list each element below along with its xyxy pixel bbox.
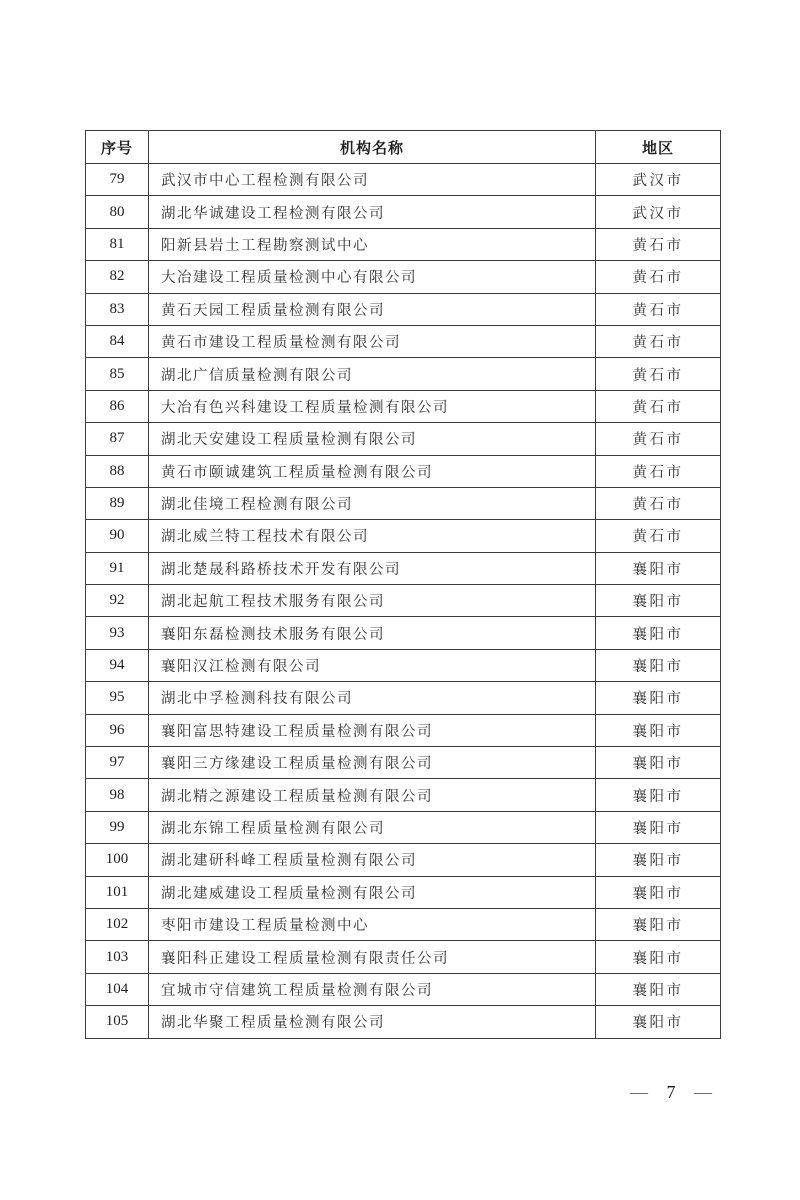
- cell-institution-name: 黄石市建设工程质量检测有限公司: [149, 325, 596, 357]
- cell-serial-number: 89: [86, 487, 149, 519]
- table-row: [86, 1006, 721, 1038]
- cell-serial-number: 100: [86, 844, 149, 876]
- cell-serial-number: 80: [86, 196, 149, 228]
- table-row: [86, 908, 721, 940]
- cell-serial-number: 102: [86, 908, 149, 940]
- cell-region: 武汉市: [596, 196, 721, 228]
- cell-serial-number: 101: [86, 876, 149, 908]
- cell-institution-name: 湖北中孚检测科技有限公司: [149, 682, 596, 714]
- cell-serial-number: 91: [86, 552, 149, 584]
- cell-region: 襄阳市: [596, 811, 721, 843]
- table-row: [86, 844, 721, 876]
- cell-region: 黄石市: [596, 293, 721, 325]
- cell-region: 襄阳市: [596, 649, 721, 681]
- cell-serial-number: 97: [86, 747, 149, 779]
- cell-institution-name: 阳新县岩土工程勘察测试中心: [149, 228, 596, 260]
- cell-region: 襄阳市: [596, 941, 721, 973]
- footer-right-dash: —: [694, 1082, 714, 1102]
- page-footer: [624, 1082, 720, 1103]
- header-serial-number: 序号: [86, 131, 149, 164]
- table-row: [86, 455, 721, 487]
- table-row: [86, 811, 721, 843]
- cell-serial-number: 93: [86, 617, 149, 649]
- table-row: [86, 228, 721, 260]
- table-row: [86, 325, 721, 357]
- cell-region: 黄石市: [596, 261, 721, 293]
- table-row: [86, 261, 721, 293]
- cell-institution-name: 湖北佳境工程检测有限公司: [149, 487, 596, 519]
- cell-institution-name: 湖北天安建设工程质量检测有限公司: [149, 423, 596, 455]
- cell-institution-name: 湖北起航工程技术服务有限公司: [149, 585, 596, 617]
- cell-region: 襄阳市: [596, 973, 721, 1005]
- cell-institution-name: 湖北东锦工程质量检测有限公司: [149, 811, 596, 843]
- cell-region: 襄阳市: [596, 1006, 721, 1038]
- cell-region: 襄阳市: [596, 844, 721, 876]
- cell-serial-number: 99: [86, 811, 149, 843]
- cell-institution-name: 襄阳汉江检测有限公司: [149, 649, 596, 681]
- cell-region: 黄石市: [596, 487, 721, 519]
- table-row: [86, 164, 721, 196]
- table-row: [86, 617, 721, 649]
- cell-serial-number: 98: [86, 779, 149, 811]
- header-row: [86, 131, 721, 164]
- cell-serial-number: 103: [86, 941, 149, 973]
- table-row: [86, 293, 721, 325]
- table-body: [86, 164, 721, 1039]
- cell-region: 黄石市: [596, 390, 721, 422]
- cell-institution-name: 襄阳富思特建设工程质量检测有限公司: [149, 714, 596, 746]
- table-row: [86, 747, 721, 779]
- table-row: [86, 196, 721, 228]
- cell-serial-number: 105: [86, 1006, 149, 1038]
- cell-institution-name: 湖北精之源建设工程质量检测有限公司: [149, 779, 596, 811]
- cell-region: 黄石市: [596, 455, 721, 487]
- table-row: [86, 520, 721, 552]
- cell-institution-name: 枣阳市建设工程质量检测中心: [149, 908, 596, 940]
- cell-institution-name: 黄石市颐诚建筑工程质量检测有限公司: [149, 455, 596, 487]
- table-row: [86, 649, 721, 681]
- cell-institution-name: 襄阳东磊检测技术服务有限公司: [149, 617, 596, 649]
- cell-region: 黄石市: [596, 325, 721, 357]
- cell-serial-number: 81: [86, 228, 149, 260]
- cell-serial-number: 86: [86, 390, 149, 422]
- cell-region: 襄阳市: [596, 714, 721, 746]
- cell-region: 襄阳市: [596, 747, 721, 779]
- cell-institution-name: 湖北建研科峰工程质量检测有限公司: [149, 844, 596, 876]
- cell-institution-name: 湖北广信质量检测有限公司: [149, 358, 596, 390]
- cell-region: 武汉市: [596, 164, 721, 196]
- cell-institution-name: 宜城市守信建筑工程质量检测有限公司: [149, 973, 596, 1005]
- cell-institution-name: 武汉市中心工程检测有限公司: [149, 164, 596, 196]
- table-row: [86, 390, 721, 422]
- cell-region: 襄阳市: [596, 876, 721, 908]
- cell-institution-name: 湖北建威建设工程质量检测有限公司: [149, 876, 596, 908]
- cell-region: 黄石市: [596, 520, 721, 552]
- cell-institution-name: 黄石天园工程质量检测有限公司: [149, 293, 596, 325]
- table-header: [86, 131, 721, 164]
- cell-region: 襄阳市: [596, 908, 721, 940]
- table-row: [86, 682, 721, 714]
- table-row: [86, 358, 721, 390]
- table-row: [86, 423, 721, 455]
- cell-serial-number: 85: [86, 358, 149, 390]
- cell-serial-number: 82: [86, 261, 149, 293]
- cell-serial-number: 92: [86, 585, 149, 617]
- table-row: [86, 779, 721, 811]
- cell-region: 襄阳市: [596, 779, 721, 811]
- cell-serial-number: 88: [86, 455, 149, 487]
- cell-institution-name: 大冶建设工程质量检测中心有限公司: [149, 261, 596, 293]
- cell-region: 黄石市: [596, 228, 721, 260]
- footer-left-dash: —: [630, 1082, 650, 1102]
- cell-institution-name: 襄阳科正建设工程质量检测有限责任公司: [149, 941, 596, 973]
- cell-institution-name: 湖北华聚工程质量检测有限公司: [149, 1006, 596, 1038]
- cell-region: 黄石市: [596, 358, 721, 390]
- cell-serial-number: 83: [86, 293, 149, 325]
- table-row: [86, 941, 721, 973]
- cell-institution-name: 湖北楚晟科路桥技术开发有限公司: [149, 552, 596, 584]
- cell-serial-number: 90: [86, 520, 149, 552]
- table-row: [86, 714, 721, 746]
- cell-serial-number: 84: [86, 325, 149, 357]
- cell-serial-number: 94: [86, 649, 149, 681]
- cell-serial-number: 95: [86, 682, 149, 714]
- cell-region: 襄阳市: [596, 617, 721, 649]
- page-number: 7: [666, 1082, 678, 1102]
- table-row: [86, 973, 721, 1005]
- cell-institution-name: 襄阳三方缘建设工程质量检测有限公司: [149, 747, 596, 779]
- table-row: [86, 487, 721, 519]
- table-row: [86, 585, 721, 617]
- institution-table: [85, 130, 721, 1039]
- cell-region: 襄阳市: [596, 585, 721, 617]
- cell-serial-number: 79: [86, 164, 149, 196]
- table-row: [86, 876, 721, 908]
- table-row: [86, 552, 721, 584]
- cell-serial-number: 104: [86, 973, 149, 1005]
- header-institution-name: 机构名称: [149, 131, 596, 164]
- cell-serial-number: 87: [86, 423, 149, 455]
- cell-institution-name: 湖北华诚建设工程检测有限公司: [149, 196, 596, 228]
- cell-region: 襄阳市: [596, 552, 721, 584]
- cell-institution-name: 湖北威兰特工程技术有限公司: [149, 520, 596, 552]
- cell-region: 襄阳市: [596, 682, 721, 714]
- cell-serial-number: 96: [86, 714, 149, 746]
- cell-institution-name: 大冶有色兴科建设工程质量检测有限公司: [149, 390, 596, 422]
- header-region: 地区: [596, 131, 721, 164]
- cell-region: 黄石市: [596, 423, 721, 455]
